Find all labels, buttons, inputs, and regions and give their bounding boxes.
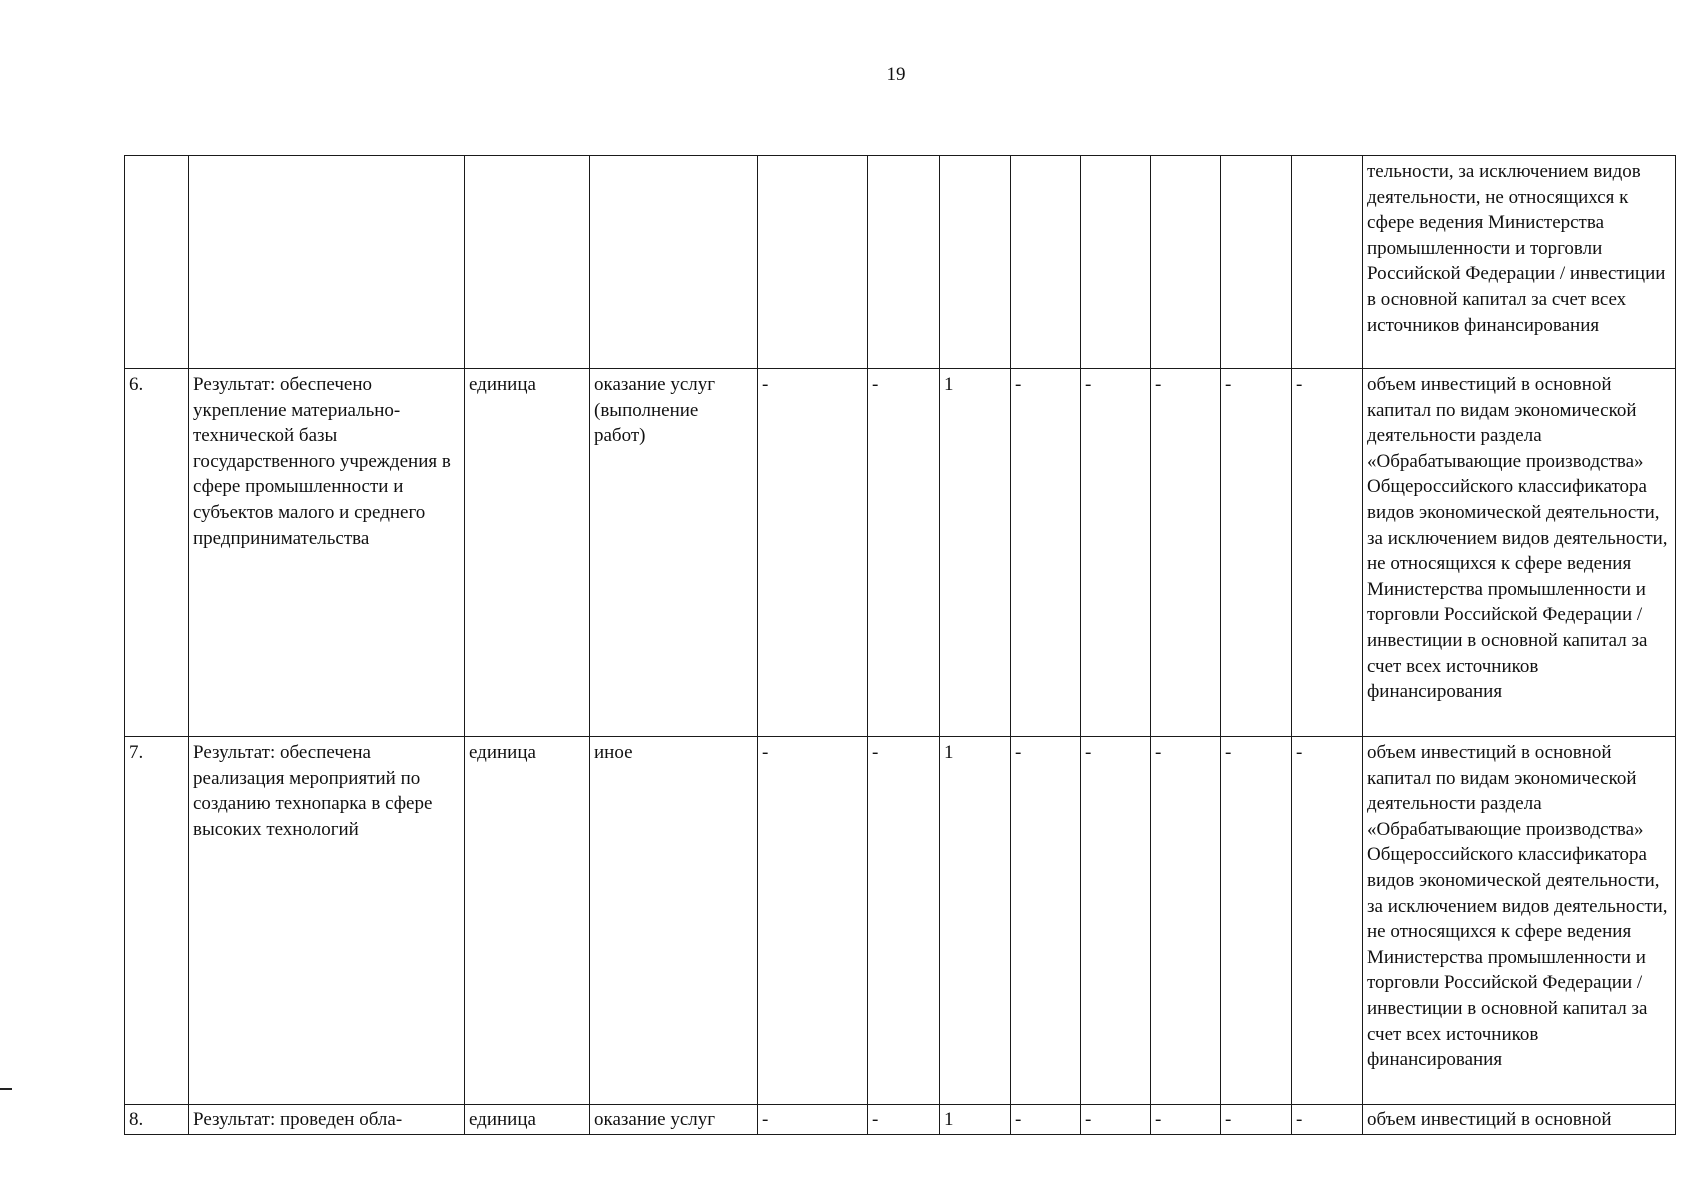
cell-value: - — [1151, 1105, 1221, 1135]
cell-value — [1081, 156, 1151, 369]
cell-value: - — [1081, 1105, 1151, 1135]
cell-value: - — [1011, 1105, 1081, 1135]
cell-value — [868, 156, 940, 369]
results-table — [124, 155, 1676, 1135]
cell-indicator: тельности, за исключением видов деятельности, не относящихся к сфере ведения Министерства промышленности и торговли Российской Федерации / инвестиции в основной капитал за счет всех источников финансирования — [1363, 156, 1676, 369]
cell-value: - — [1081, 737, 1151, 1105]
cell-type — [590, 156, 758, 369]
margin-mark — [0, 1088, 12, 1090]
cell-value — [1011, 156, 1081, 369]
cell-value: 1 — [940, 1105, 1011, 1135]
cell-result: Результат: обеспечено укрепление материально-технической базы государственного учреждения в сфере промышленности и субъектов малого и среднего предпринимательства — [189, 369, 465, 737]
cell-value: - — [758, 737, 868, 1105]
cell-value: - — [1292, 1105, 1363, 1135]
cell-indicator: объем инвестиций в основной капитал по видам экономической деятельности раздела «Обрабатывающие производства» Общероссийского классификатора видов экономической деятельности, за исключением видов деятельности, не относящихся к сфере ведения Министерства промышленности и торговли Российской Федерации / инвестиции в основной капитал за счет всех источников финансирования — [1363, 737, 1676, 1105]
cell-value: - — [1221, 1105, 1292, 1135]
cell-unit: единица — [465, 737, 590, 1105]
page-number: 19 — [886, 64, 906, 85]
cell-value: - — [868, 737, 940, 1105]
table-row — [125, 1105, 1676, 1135]
cell-type: оказание услуг — [590, 1105, 758, 1135]
cell-num: 7. — [125, 737, 189, 1105]
table-row — [125, 737, 1676, 1105]
cell-type: иное — [590, 737, 758, 1105]
cell-result — [189, 156, 465, 369]
cell-num: 8. — [125, 1105, 189, 1135]
cell-value — [1221, 156, 1292, 369]
table-row — [125, 369, 1676, 737]
cell-value: - — [868, 1105, 940, 1135]
cell-value: - — [1292, 369, 1363, 737]
cell-value: - — [1081, 369, 1151, 737]
table-row-continuation — [125, 156, 1676, 369]
cell-value: - — [1151, 737, 1221, 1105]
cell-value — [758, 156, 868, 369]
cell-unit: единица — [465, 1105, 590, 1135]
cell-value — [940, 156, 1011, 369]
cell-value: - — [1151, 369, 1221, 737]
cell-value: - — [1011, 737, 1081, 1105]
cell-num: 6. — [125, 369, 189, 737]
cell-value: - — [758, 1105, 868, 1135]
cell-value — [1151, 156, 1221, 369]
cell-num — [125, 156, 189, 369]
cell-value: - — [1221, 369, 1292, 737]
cell-value: - — [1292, 737, 1363, 1105]
cell-type: оказание услуг (выполнение работ) — [590, 369, 758, 737]
cell-value: - — [758, 369, 868, 737]
cell-value: - — [1221, 737, 1292, 1105]
cell-value: - — [868, 369, 940, 737]
cell-unit: единица — [465, 369, 590, 737]
cell-value — [1292, 156, 1363, 369]
cell-unit — [465, 156, 590, 369]
cell-indicator: объем инвестиций в основной — [1363, 1105, 1676, 1135]
cell-value: - — [1011, 369, 1081, 737]
cell-result: Результат: обеспечена реализация мероприятий по созданию технопарка в сфере высоких технологий — [189, 737, 465, 1105]
cell-indicator: объем инвестиций в основной капитал по видам экономической деятельности раздела «Обрабатывающие производства» Общероссийского классификатора видов экономической деятельности, за исключением видов деятельности, не относящихся к сфере ведения Министерства промышленности и торговли Российской Федерации / инвестиции в основной капитал за счет всех источников финансирования — [1363, 369, 1676, 737]
cell-value: 1 — [940, 737, 1011, 1105]
cell-value: 1 — [940, 369, 1011, 737]
cell-result: Результат: проведен обла- — [189, 1105, 465, 1135]
